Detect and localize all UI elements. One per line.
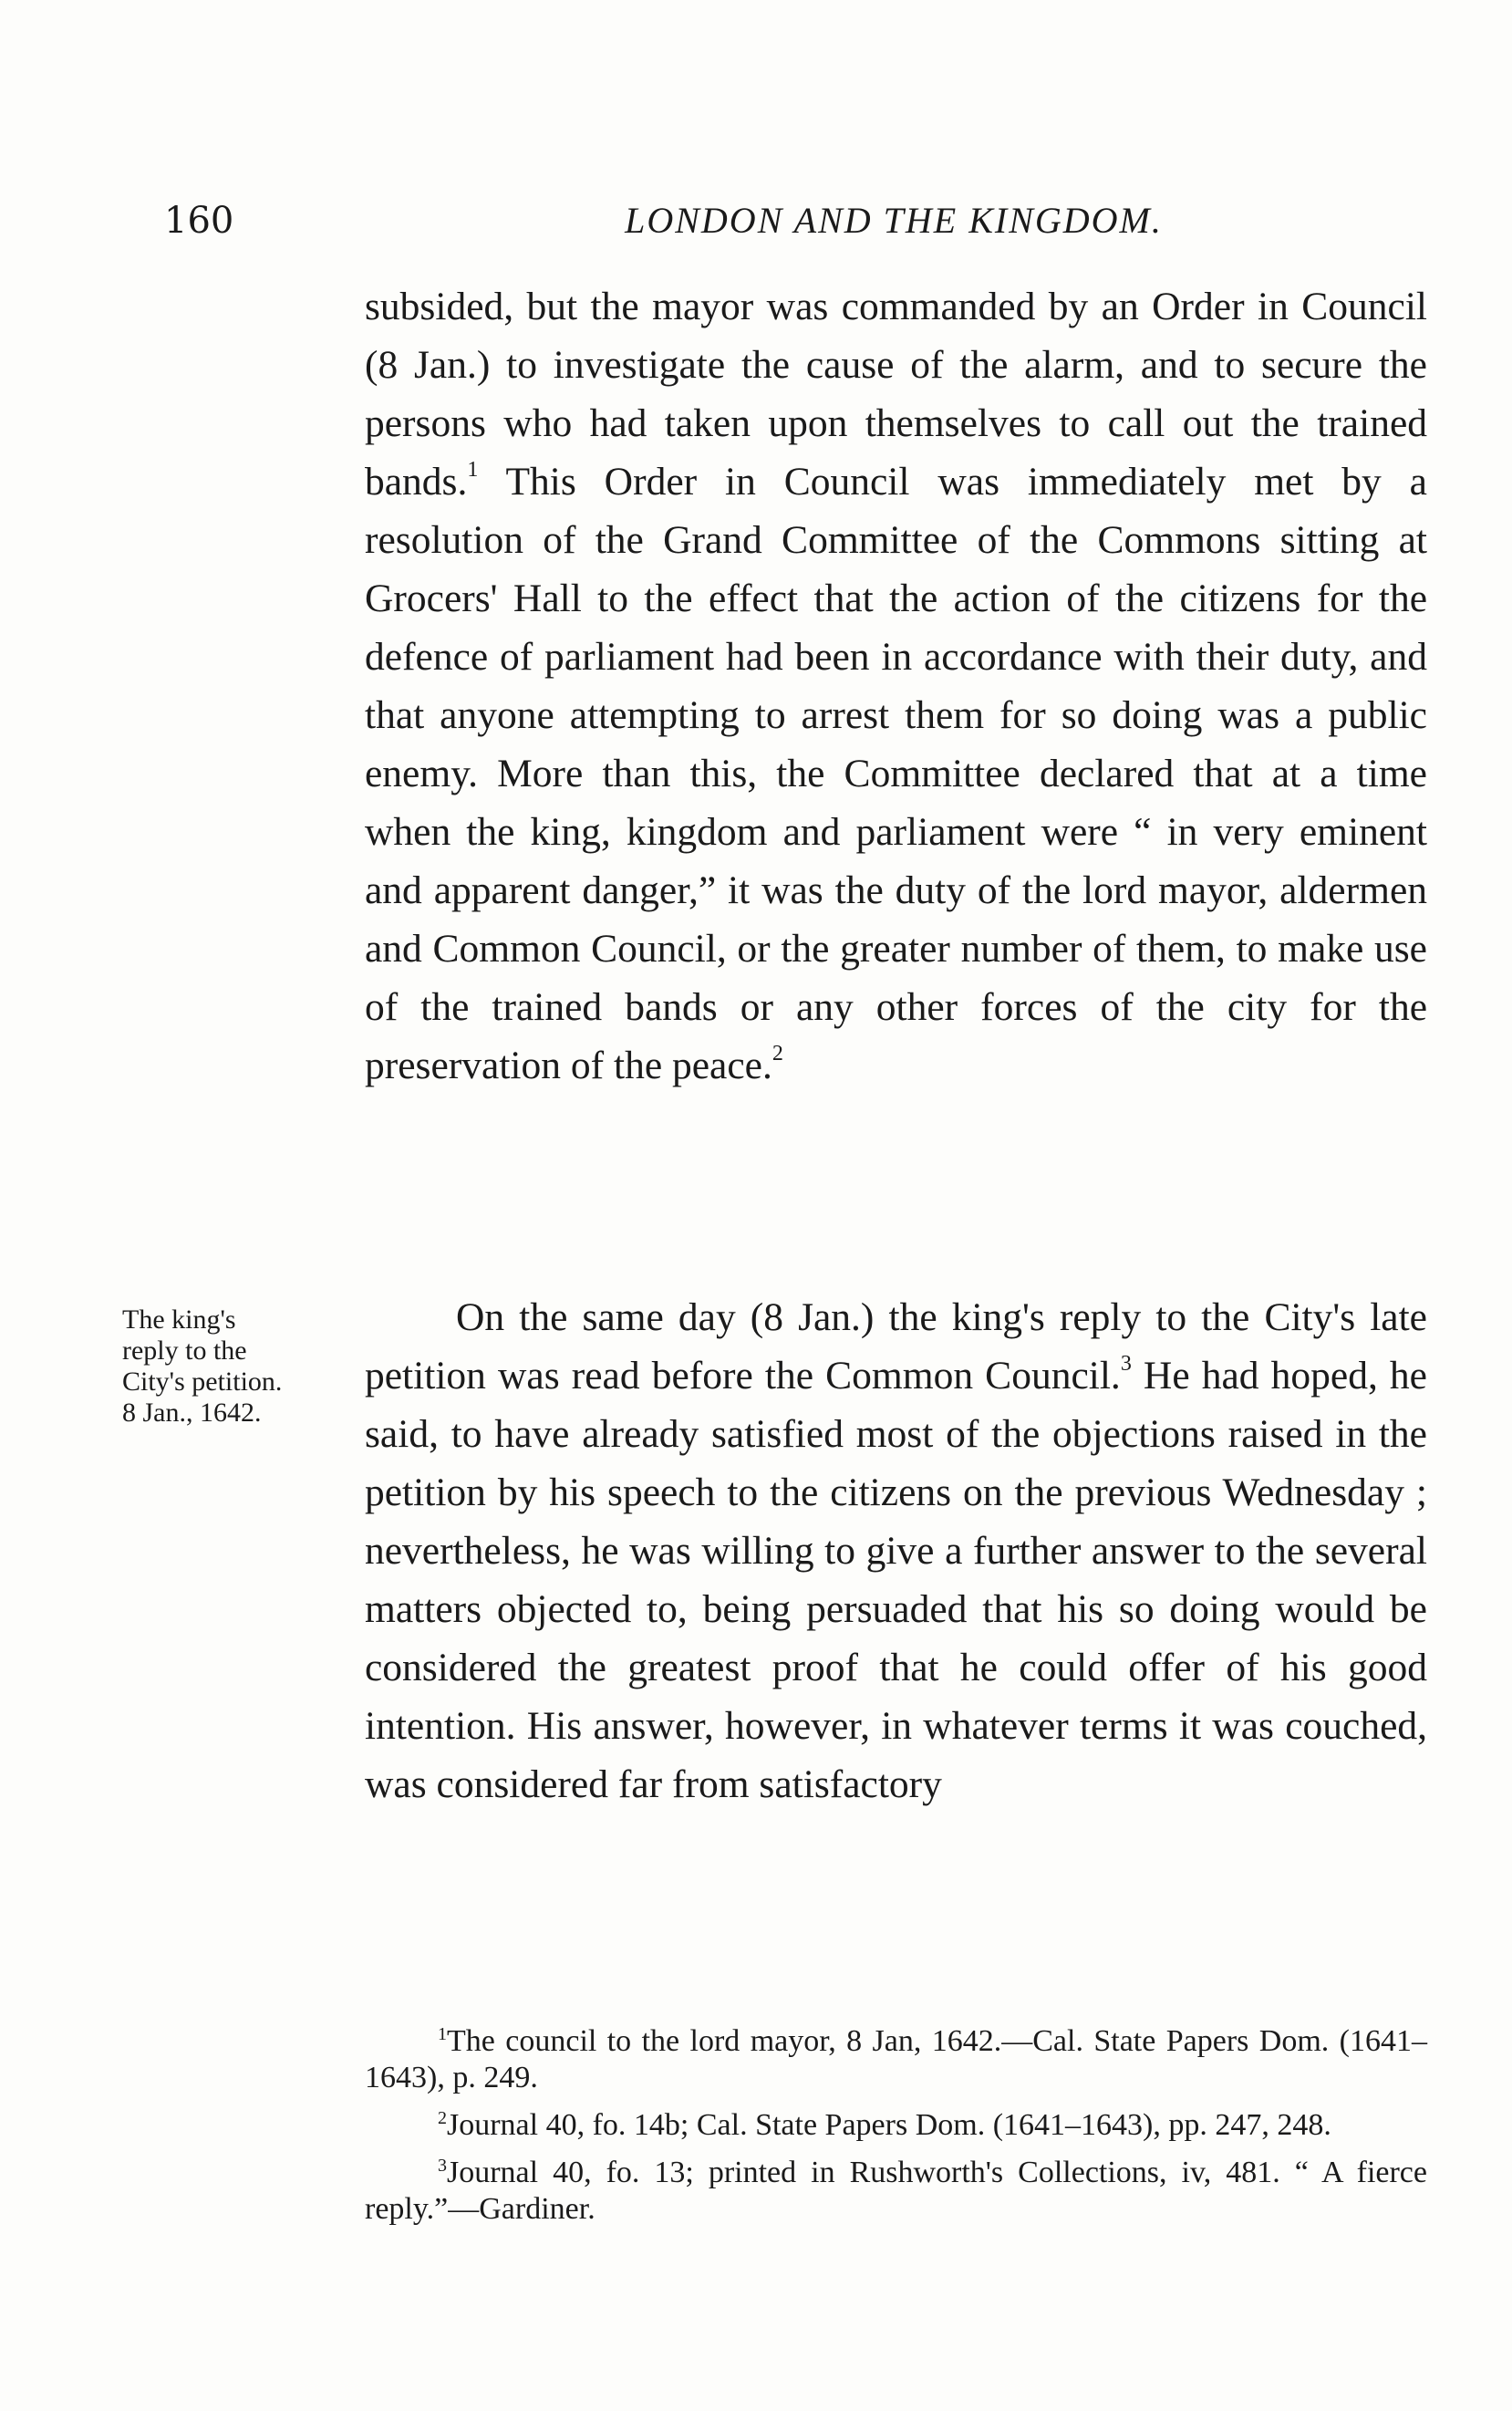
- marginal-note: [122, 1304, 359, 1429]
- paragraph-text: subsided, but the mayor was commanded by an Order in Council (8 Jan.) to investigate the cause of the alarm, and to secure the persons who had taken upon themselves to call out the trained bands.: [365, 285, 1427, 504]
- footnote-reference: 2: [772, 1042, 783, 1065]
- body-paragraph-1: [365, 277, 1427, 1095]
- marginal-note-line: The king's: [122, 1304, 236, 1335]
- footnote-text: Journal 40, fo. 14b; Cal. State Papers Dom. (1641–1643), pp. 247, 248.: [447, 2108, 1331, 2142]
- marginal-note-line: reply to the: [122, 1335, 247, 1366]
- footnote: [365, 2107, 1427, 2144]
- footnote-mark: 3: [438, 2156, 447, 2176]
- footnote-reference: 3: [1120, 1352, 1132, 1376]
- body-paragraph-2: [365, 1288, 1427, 1813]
- running-title: LONDON AND THE KINGDOM.: [625, 200, 1163, 241]
- footnote: [365, 2023, 1427, 2096]
- footnote-text: Journal 40, fo. 13; printed in Rushworth's Collections, iv, 481. “ A fierce reply.”—Gardiner.: [365, 2156, 1427, 2226]
- footnote-mark: 2: [438, 2108, 447, 2128]
- paragraph-text: This Order in Council was immediately met by a resolution of the Grand Committee of the Commons sitting at Grocers' Hall to the effect that the action of the citizens for the defence of parliament had been in accordance with their duty, and that anyone attempting to arrest them for so doing was a public enemy. More than this, the Committee declared that at a time when the king, kingdom and parliament were “ in very eminent and apparent danger,” it was the duty of the lord mayor, aldermen and Common Council, or the greater number of them, to make use of the trained bands or any other forces of the city for the preservation of the peace.: [365, 460, 1427, 1087]
- footnote-mark: 1: [438, 2024, 447, 2044]
- page-number: 160: [164, 200, 234, 242]
- paragraph-text: On the same day (8 Jan.) the king's reply to the City's late petition was read before the Common Council.: [365, 1295, 1427, 1398]
- marginal-note-line: 8 Jan., 1642.: [122, 1398, 262, 1428]
- footnote-reference: 1: [467, 458, 479, 482]
- paragraph-text: He had hoped, he said, to have already satisfied most of the objections raised in the petition by his speech to the citizens on the previous Wednesday ; nevertheless, he was willing to give a further answer to the several matters objected to, being persuaded that his so doing would be considered the greatest proof that he could offer of his good intention. His answer, however, in whatever terms it was couched, was considered far from satisfactory: [365, 1354, 1427, 1806]
- marginal-note-line: City's petition.: [122, 1367, 283, 1397]
- footnote: [365, 2155, 1427, 2228]
- footnotes: [365, 2023, 1427, 2239]
- footnote-text: The council to the lord mayor, 8 Jan, 1642.—Cal. State Papers Dom. (1641–1643), p. 249.: [365, 2024, 1427, 2094]
